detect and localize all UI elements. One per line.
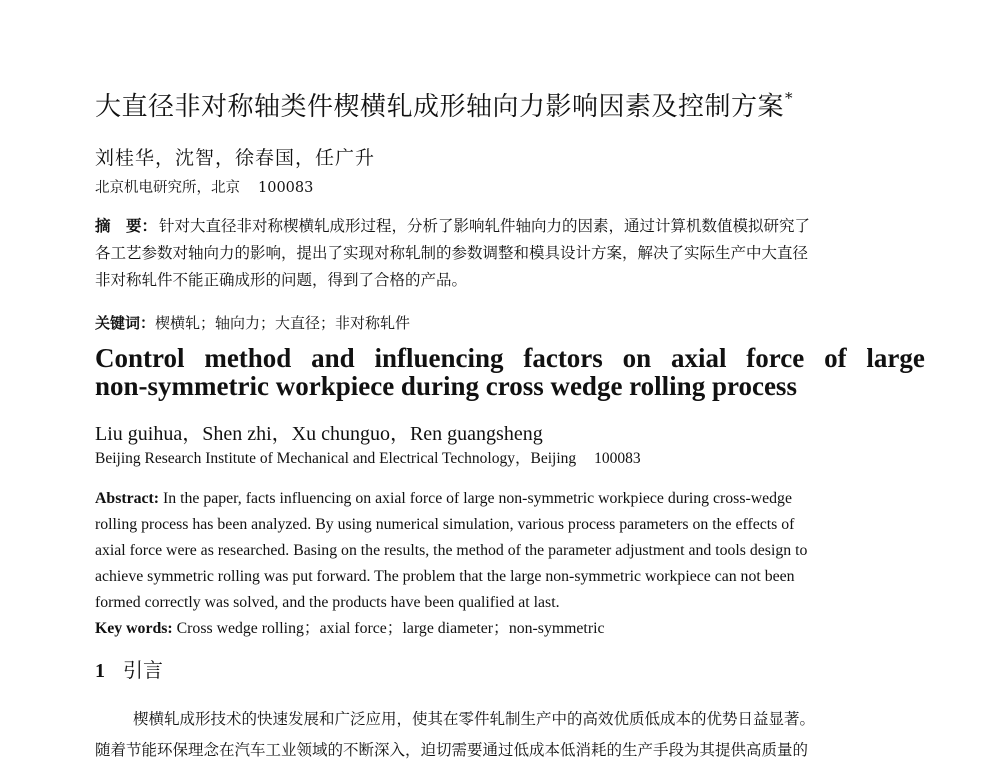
english-title-line-2: non-symmetric workpiece during cross wedge rolling process [95,371,797,401]
english-abstract-line: achieve symmetric rolling was put forward. The problem that the large non-symmetric workpiece can not been [95,568,795,585]
english-abstract-line: formed correctly was solved, and the products have been qualified at last. [95,594,560,611]
section-heading [95,654,163,683]
english-postcode: 100083 [594,450,641,467]
chinese-authors: 刘桂华，沈智，徐春国，任广升 [95,147,376,169]
english-keywords-text: Cross wedge rolling；axial force；large diameter；non-symmetric [176,620,605,637]
chinese-abstract [95,212,927,294]
english-affiliation [95,446,641,468]
chinese-abstract-text: 针对大直径非对称楔横轧成形过程，分析了影响轧件轴向力的因素，通过计算机数值模拟研究了 [159,217,811,235]
english-title-word: large [866,343,925,373]
chinese-postcode: 100083 [258,180,314,196]
chinese-affiliation-text: 北京机电研究所，北京 [95,180,240,196]
chinese-title-text: 大直径非对称轴类件楔横轧成形轴向力影响因素及控制方案 [95,92,785,122]
chinese-keywords-label: 关键词： [95,314,156,332]
english-title-word: axial [670,343,727,373]
english-title [95,344,925,400]
english-title-word: method [204,343,292,373]
chinese-title [95,86,793,123]
section-title: 引言 [123,658,163,682]
english-abstract-label: Abstract: [95,490,160,507]
english-affiliation-text: Beijing Research Institute of Mechanical and Electrical Technology，Beijing [95,450,577,467]
english-title-line-1 [95,344,925,372]
english-abstract-line: axial force were as researched. Basing on the results, the method of the parameter adjustment and tools design to [95,542,808,559]
english-title-word: on [622,343,652,373]
english-abstract-text: In the paper, facts influencing on axial force of large non-symmetric workpiece during cross-wedge [163,490,792,507]
english-title-word: influencing [374,343,504,373]
body-line: 楔横轧成形技术的快速发展和广泛应用，使其在零件轧制生产中的高效优质低成本的优势日益显著。 [133,710,816,728]
english-abstract [95,486,927,616]
section-number: 1 [95,660,105,682]
chinese-keywords [95,312,410,333]
chinese-abstract-line: 非对称轧件不能正确成形的问题，得到了合格的产品。 [95,271,468,289]
chinese-abstract-line [95,212,927,240]
english-abstract-line [95,486,927,512]
english-title-word: Control [95,343,185,373]
english-title-word: factors [523,343,603,373]
body-paragraph [95,704,927,766]
chinese-keywords-text: 楔横轧；轴向力；大直径；非对称轧件 [155,314,411,332]
title-footnote-mark: * [785,89,794,107]
english-title-word: and [311,343,355,373]
chinese-abstract-label: 摘 要： [95,216,158,235]
english-keywords-label: Key words: [95,620,173,637]
chinese-affiliation [95,176,313,197]
english-title-word: force [746,343,805,373]
english-authors: Liu guihua，Shen zhi，Xu chunguo，Ren guangsheng [95,423,543,445]
english-abstract-line: rolling process has been analyzed. By using numerical simulation, various process parameters on the effects of [95,516,795,533]
body-line: 随着节能环保理念在汽车工业领域的不断深入，迫切需要通过低成本低消耗的生产手段为其提供高质量的 [95,741,809,759]
english-keywords [95,615,604,638]
english-title-word: of [824,343,847,373]
chinese-abstract-line: 各工艺参数对轴向力的影响，提出了实现对称轧制的参数调整和模具设计方案，解决了实际生产中大直径 [95,244,809,262]
